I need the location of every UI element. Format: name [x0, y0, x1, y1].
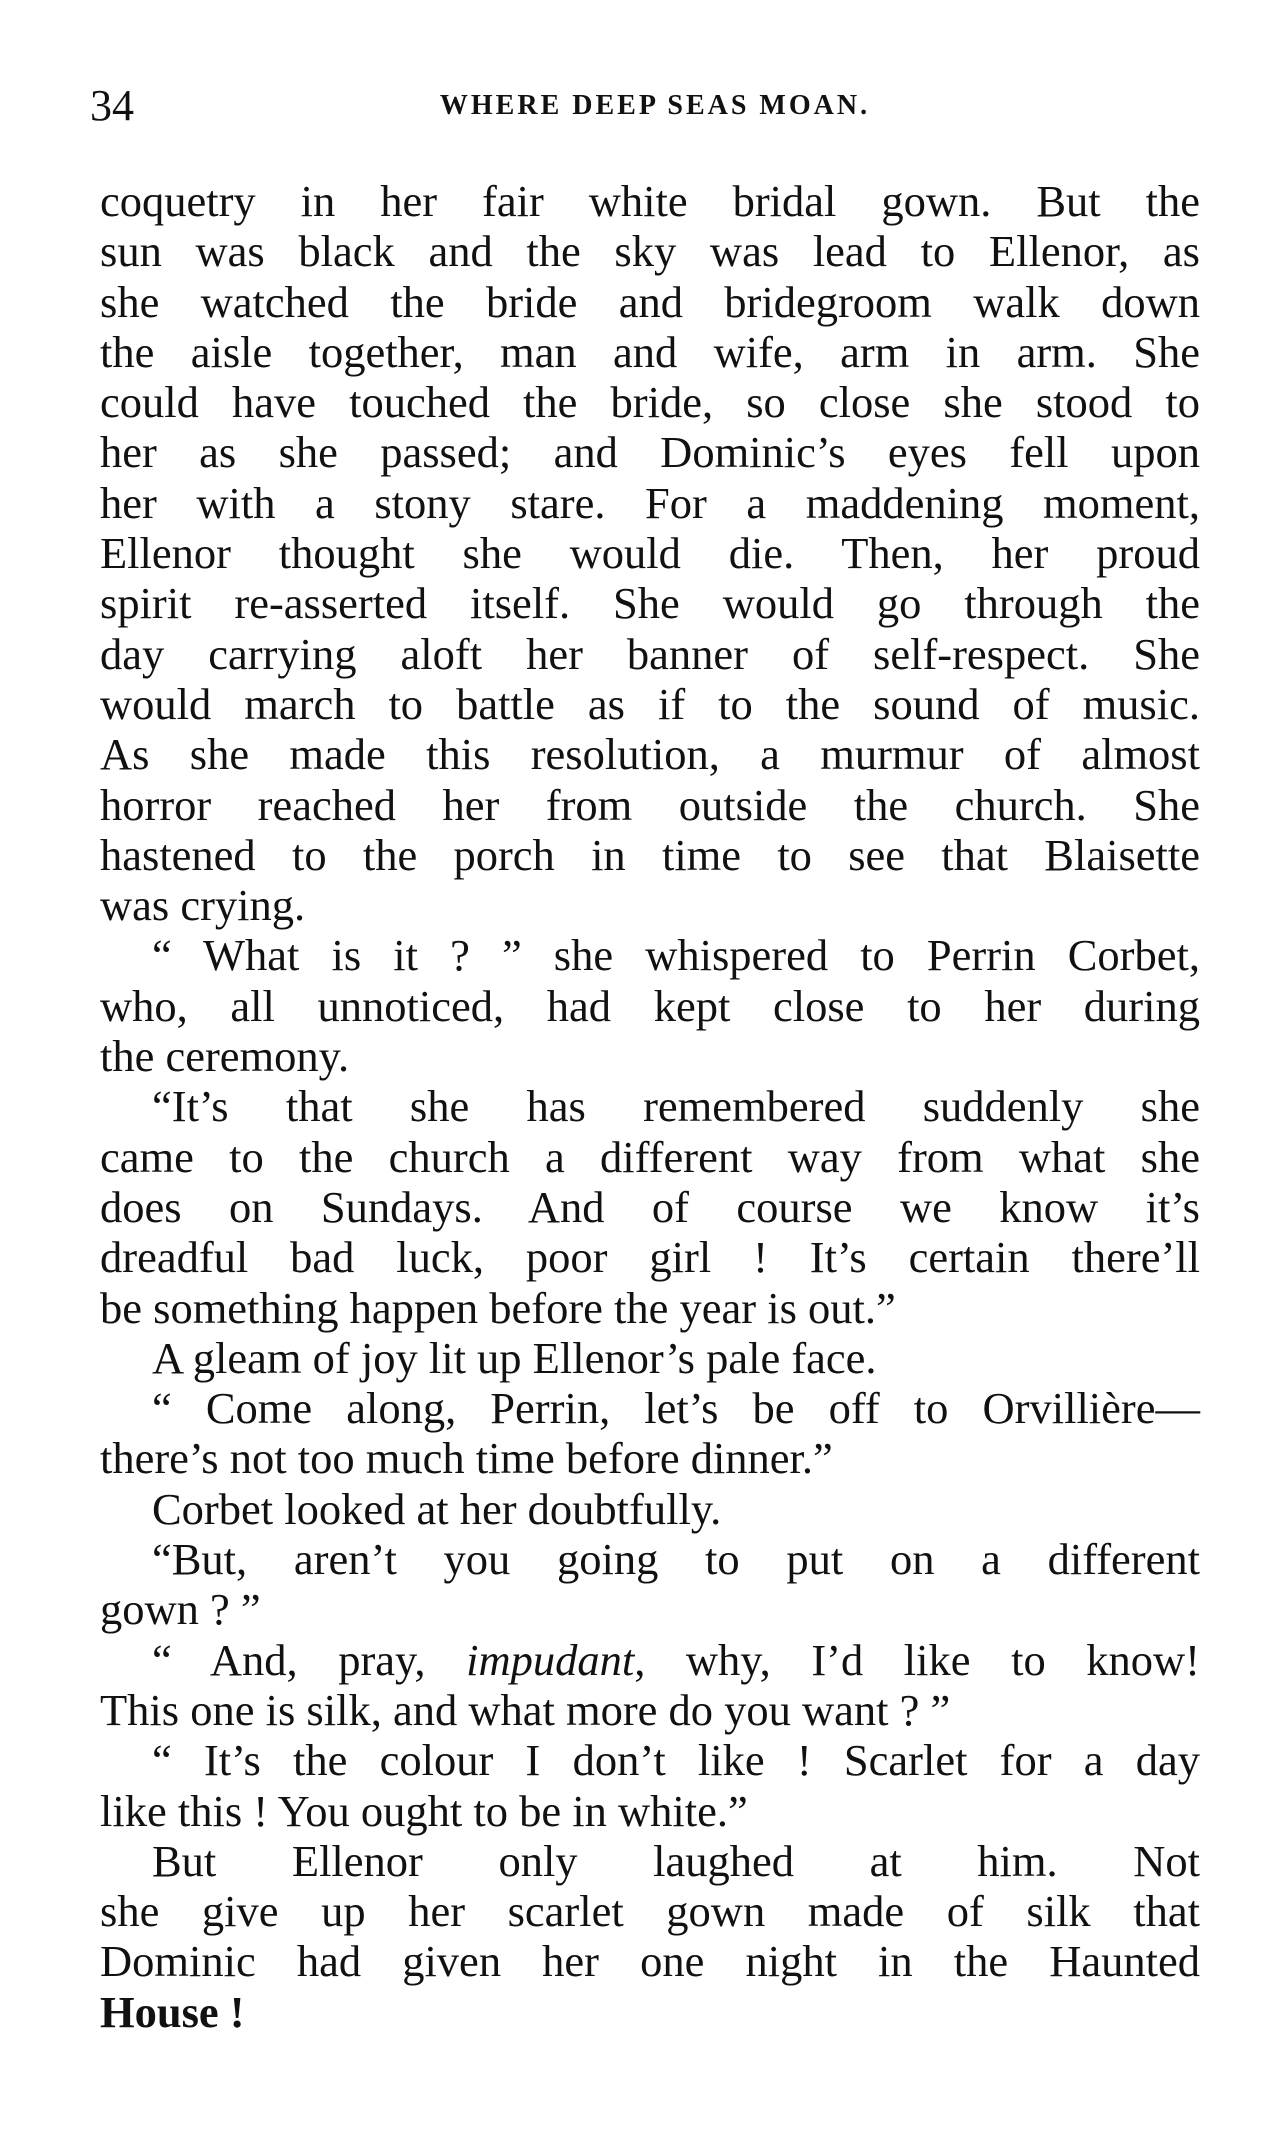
text-line: like this ! You ought to be in white.”: [100, 1785, 748, 1836]
italic-word: impudant: [466, 1634, 635, 1685]
text-line: her as she passed; and Dominic’s eyes fell upon: [100, 427, 1200, 478]
text-line: there’s not too much time before dinner.”: [100, 1433, 833, 1484]
text-line: “But, aren’t you going to put on a different: [152, 1534, 1200, 1585]
text-line: the aisle together, man and wife, arm in arm. She: [100, 326, 1200, 377]
text-line: she watched the bride and bridegroom walk down: [100, 276, 1200, 327]
text-line: “It’s that she has remembered suddenly she: [152, 1081, 1200, 1132]
text-line: This one is silk, and what more do you want ? ”: [100, 1684, 951, 1735]
text-line: she give up her scarlet gown made of silk that: [100, 1886, 1200, 1937]
text-line: But Ellenor only laughed at him. Not: [152, 1835, 1200, 1886]
text-line: hastened to the porch in time to see that Blaisette: [100, 829, 1200, 880]
text-line: who, all unnoticed, had kept close to her during: [100, 980, 1200, 1031]
text-line: “ Come along, Perrin, let’s be off to Orvillière—: [152, 1383, 1200, 1434]
text-line: dreadful bad luck, poor girl ! It’s certain there’ll: [100, 1232, 1200, 1283]
text-line: “ What is it ? ” she whispered to Perrin Corbet,: [152, 930, 1200, 981]
text-segment: , why, I’d like to know!: [634, 1634, 1200, 1685]
page-number: 34: [90, 81, 134, 130]
text-line: would march to battle as if to the sound of music.: [100, 678, 1200, 729]
text-line: came to the church a different way from what she: [100, 1131, 1200, 1182]
text-line: be something happen before the year is out.”: [100, 1282, 896, 1333]
text-segment: “ And, pray,: [152, 1634, 467, 1685]
text-line: spirit re-asserted itself. She would go through the: [100, 578, 1200, 629]
text-line: the ceremony.: [100, 1031, 350, 1082]
text-line: As she made this resolution, a murmur of almost: [100, 729, 1200, 780]
body-text: [100, 176, 1200, 2037]
text-line: does on Sundays. And of course we know it’s: [100, 1181, 1200, 1232]
page-header: [90, 81, 1220, 144]
text-line: day carrying aloft her banner of self-respect. She: [100, 628, 1200, 679]
text-line: coquetry in her fair white bridal gown. But the: [100, 176, 1200, 226]
text-line: Corbet looked at her doubtfully.: [152, 1483, 722, 1534]
text-line: A gleam of joy lit up Ellenor’s pale face.: [152, 1332, 877, 1383]
text-line: horror reached her from outside the church. She: [100, 779, 1200, 830]
text-line: could have touched the bride, so close she stood to: [100, 377, 1200, 428]
running-title: WHERE DEEP SEAS MOAN.: [439, 90, 871, 121]
text-line: Dominic had given her one night in the Haunted: [100, 1936, 1200, 1987]
text-line-with-italic: [100, 1635, 1200, 1685]
text-line: was crying.: [100, 880, 306, 931]
text-line: her with a stony stare. For a maddening moment,: [100, 477, 1200, 528]
text-line: gown ? ”: [100, 1584, 261, 1635]
text-line: “ It’s the colour I don’t like ! Scarlet for a day: [152, 1735, 1200, 1786]
text-line: House !: [100, 1986, 245, 2037]
text-line: Ellenor thought she would die. Then, her proud: [100, 528, 1200, 579]
text-line: sun was black and the sky was lead to Ellenor, as: [100, 226, 1200, 277]
